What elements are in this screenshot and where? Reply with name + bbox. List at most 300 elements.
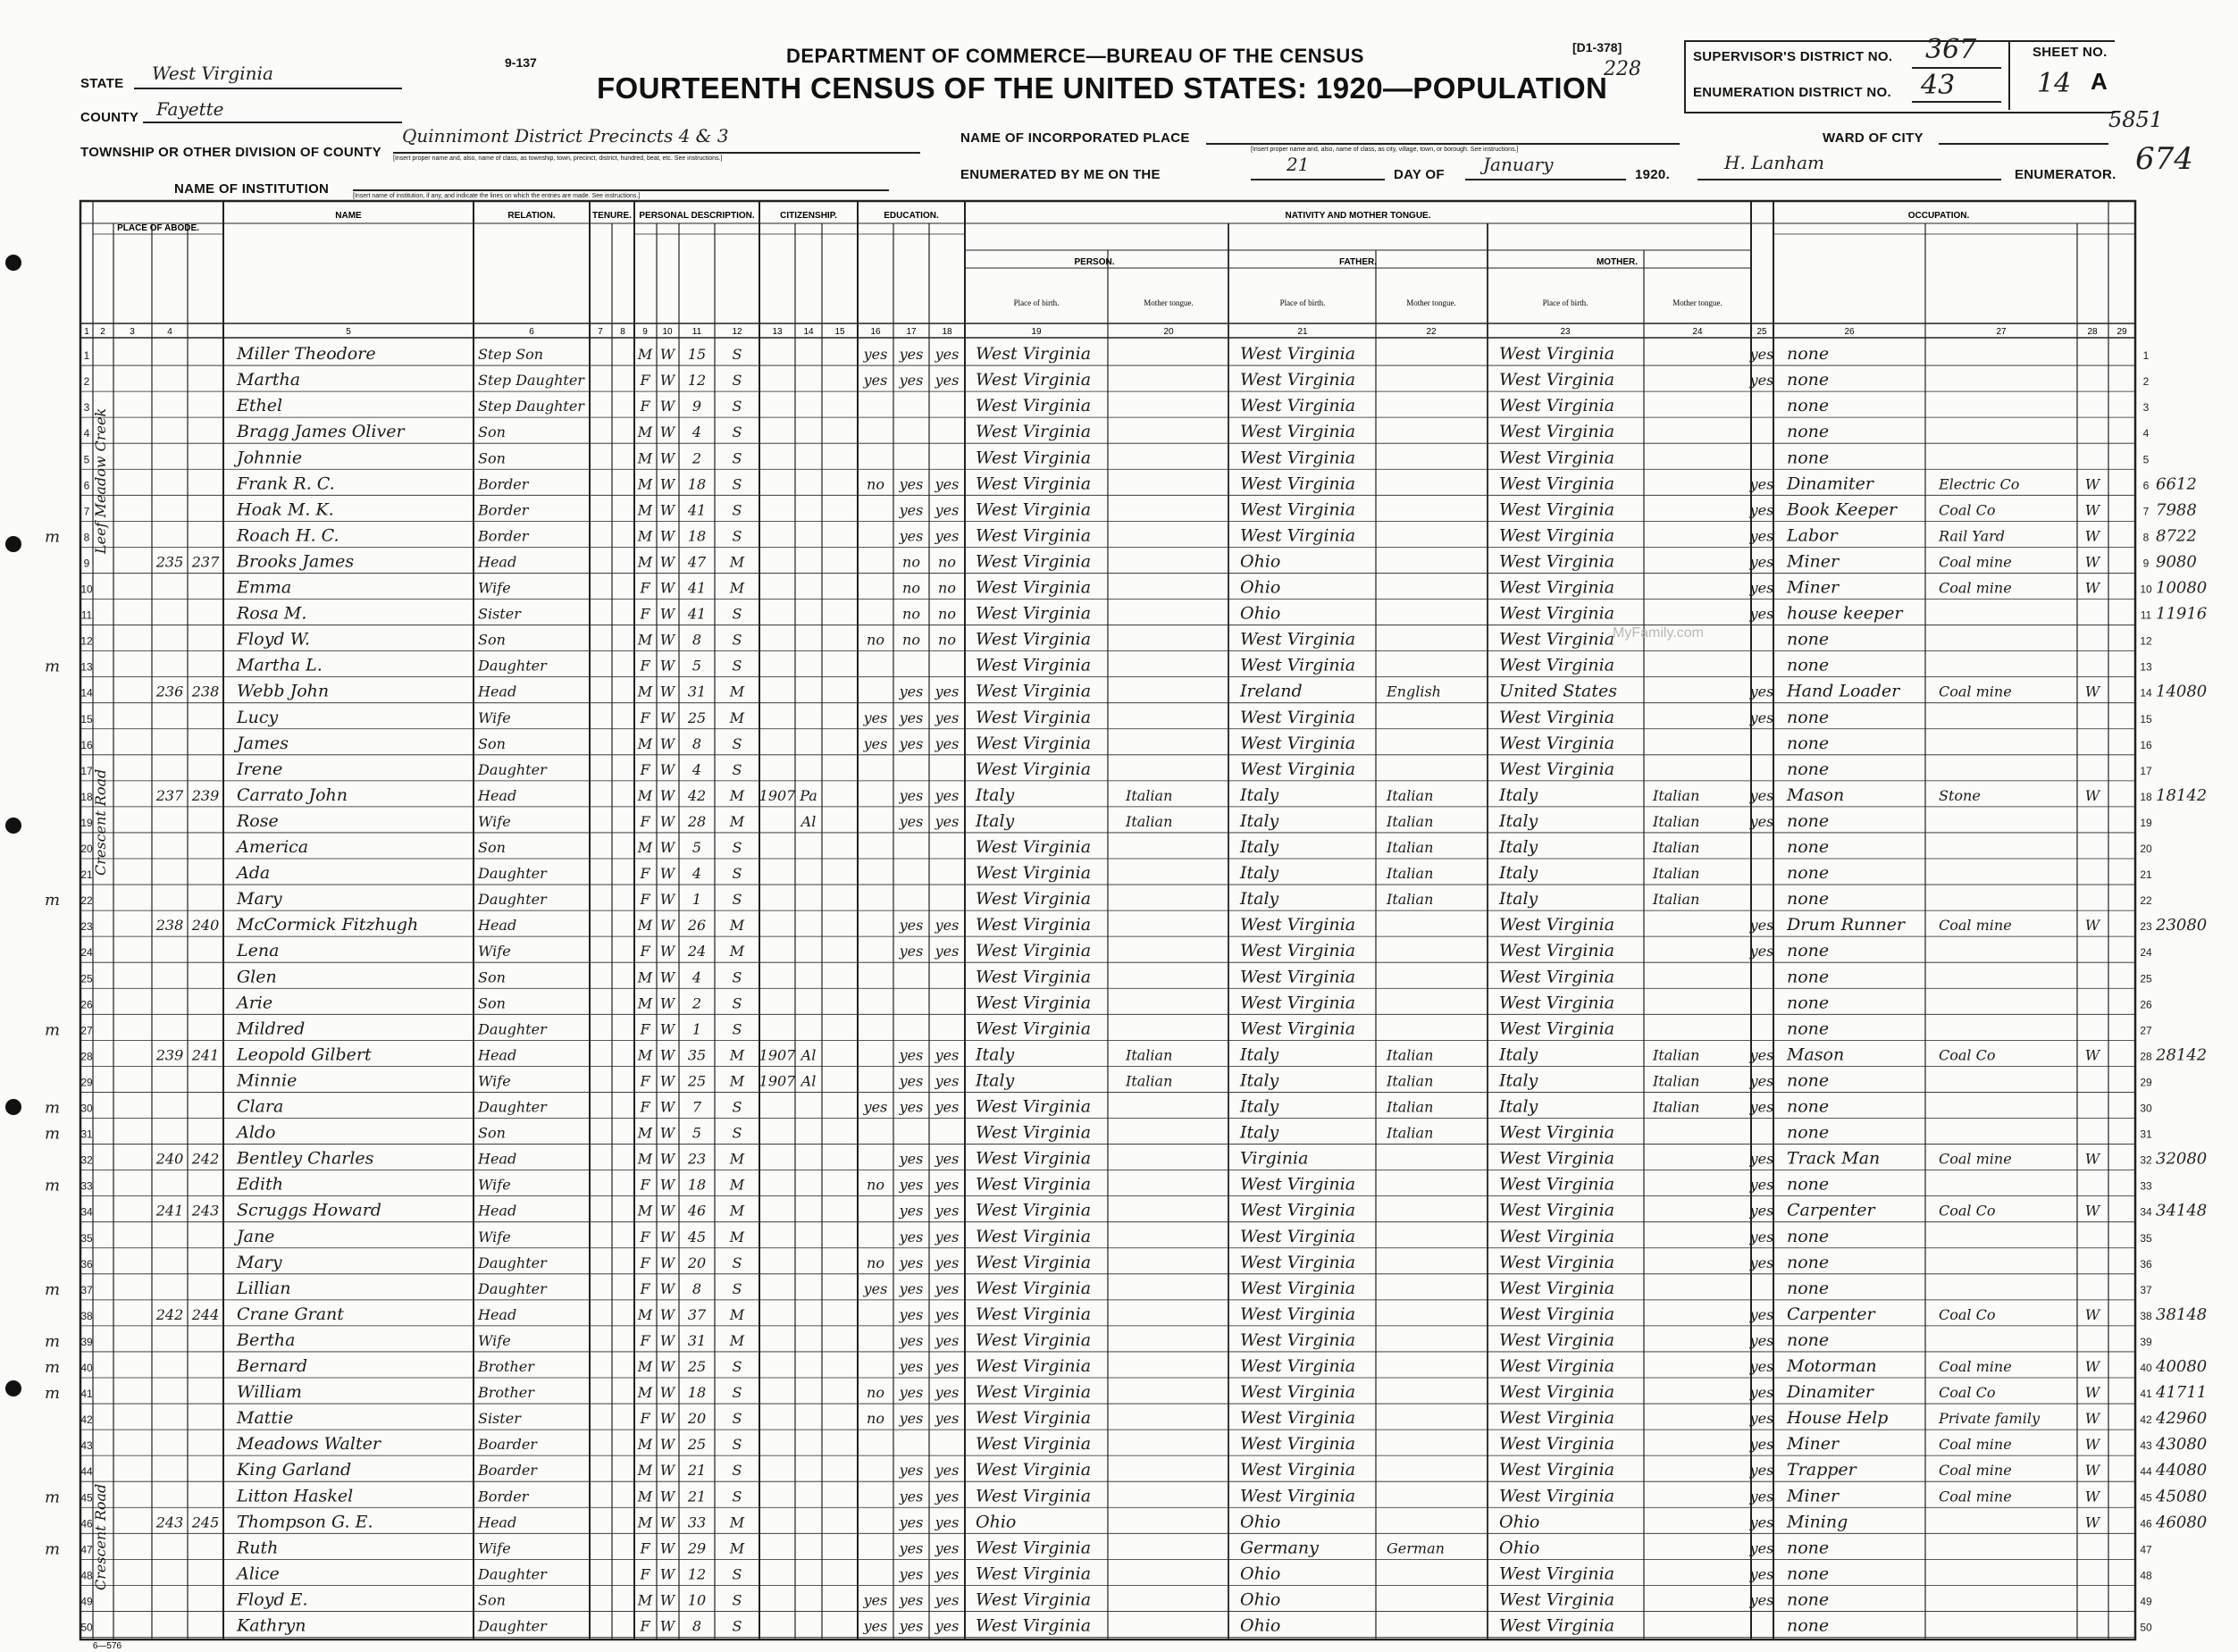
row-number-right: 14 (2140, 686, 2152, 700)
column-number: 1 (84, 327, 89, 337)
able-to-write: yes (935, 1254, 960, 1271)
able-to-read: yes (899, 1514, 924, 1531)
able-to-write: no (938, 631, 956, 649)
race-value: W (659, 1436, 675, 1454)
occupation-code: 46080 (2156, 1513, 2208, 1532)
occupation-code: 42960 (2156, 1409, 2208, 1429)
sex-value: M (637, 1305, 653, 1323)
row-number: 41 (80, 1388, 93, 1401)
birthplace-mother: West Virginia (1499, 448, 1615, 468)
sex-value: F (640, 372, 650, 390)
relation-value: Head (478, 1305, 517, 1323)
able-to-write: yes (935, 475, 960, 493)
class-of-worker: W (2084, 1384, 2100, 1402)
school-attended: yes (863, 372, 888, 390)
able-to-read: yes (899, 786, 924, 804)
age-value: 41 (687, 605, 707, 623)
age-value: 41 (687, 579, 707, 597)
row-number-right: 9 (2142, 557, 2150, 570)
school-attended: yes (863, 1098, 888, 1116)
row-number-right: 44 (2140, 1465, 2152, 1479)
birthplace-person: West Virginia (976, 603, 1092, 624)
race-value: W (659, 475, 675, 493)
industry-value: Coal mine (1939, 917, 2012, 935)
occupation-code: 38148 (2156, 1304, 2208, 1324)
birthplace-person: West Virginia (976, 525, 1092, 546)
able-to-write: yes (935, 1150, 960, 1168)
age-value: 18 (687, 1384, 707, 1402)
industry-value: Private family (1939, 1410, 2040, 1428)
column-number: 10 (662, 327, 673, 337)
birthplace-father: West Virginia (1240, 422, 1356, 442)
row-number-right: 29 (2140, 1076, 2152, 1089)
industry-value: Coal mine (1939, 683, 2012, 700)
able-to-write: yes (935, 1565, 960, 1583)
tongue-father: Italian (1387, 1046, 1434, 1064)
immigration-year: 1907 (759, 1046, 796, 1064)
row-number: 13 (80, 660, 93, 674)
margin-mark: m (45, 1488, 61, 1507)
family-number: 238 (191, 683, 220, 700)
relation-value: Border (478, 1488, 529, 1505)
relation-value: Wife (478, 1539, 511, 1557)
column-number: 24 (1692, 327, 1703, 337)
sex-value: F (640, 1539, 650, 1557)
birthplace-father: West Virginia (1240, 1200, 1356, 1220)
able-to-write: yes (935, 709, 960, 726)
margin-mark: m (45, 1331, 61, 1351)
row-number-right: 26 (2140, 998, 2152, 1011)
occupation-value: Track Man (1787, 1148, 1881, 1169)
birthplace-person: West Virginia (976, 474, 1092, 494)
relation-value: Son (478, 734, 506, 752)
occupation-code: 23080 (2156, 916, 2208, 935)
column-number: 25 (1756, 327, 1767, 337)
birthplace-father: West Virginia (1240, 915, 1356, 935)
occupation-value: none (1787, 1096, 1830, 1117)
age-value: 20 (687, 1410, 707, 1428)
age-value: 1 (692, 891, 702, 909)
age-value: 8 (692, 1617, 702, 1635)
able-to-write: yes (935, 501, 960, 519)
dwelling-number: 238 (155, 917, 184, 935)
person-name: Clara (237, 1096, 284, 1117)
birthplace-father: West Virginia (1240, 1408, 1356, 1429)
person-name: Alice (237, 1564, 280, 1584)
stamp-number: 228 (1604, 58, 1641, 80)
tongue-mother: Italian (1653, 786, 1700, 804)
form-code: 9-137 (505, 55, 537, 70)
birthplace-person: Ohio (976, 1512, 1017, 1532)
able-to-read: yes (899, 734, 924, 752)
birthplace-person: West Virginia (976, 396, 1092, 416)
tongue-father: Italian (1387, 865, 1434, 883)
marital-status: S (732, 1384, 742, 1402)
marital-status: S (732, 657, 742, 675)
birthplace-mother: West Virginia (1499, 1589, 1615, 1610)
tongue-person: Italian (1126, 1046, 1173, 1064)
family-number: 237 (191, 553, 220, 571)
row-number: 6 (83, 479, 90, 492)
birthplace-mother: West Virginia (1499, 1408, 1615, 1429)
industry-value: Coal mine (1939, 1358, 2012, 1375)
person-name: Ruth (237, 1538, 279, 1558)
birthplace-father: Italy (1240, 784, 1279, 805)
birthplace-person: Italy (976, 784, 1015, 805)
row-number-right: 11 (2140, 608, 2152, 622)
row-number: 45 (80, 1491, 93, 1505)
person-name: Glen (237, 967, 277, 987)
person-name: Scruggs Howard (237, 1200, 381, 1220)
row-number: 17 (80, 764, 93, 777)
occupation-value: none (1787, 837, 1830, 857)
person-name: Meadows Walter (237, 1434, 381, 1455)
person-name: Floyd E. (237, 1589, 308, 1610)
occupation-value: Miner (1787, 551, 1840, 572)
marital-status: S (732, 527, 742, 545)
age-value: 25 (687, 1436, 707, 1454)
naturalization-status: Al (800, 1046, 817, 1064)
sex-value: M (637, 786, 653, 804)
age-value: 8 (692, 631, 702, 649)
sex-value: F (640, 891, 650, 909)
able-to-read: yes (899, 1254, 924, 1271)
relation-value: Son (478, 994, 506, 1012)
margin-mark: m (45, 1176, 61, 1195)
relation-value: Daughter (478, 760, 547, 778)
tongue-father: Italian (1387, 1124, 1434, 1142)
row-number-right: 19 (2140, 816, 2152, 829)
row-number-right: 3 (2142, 401, 2150, 415)
sex-value: F (640, 1279, 650, 1297)
tongue-father: Italian (1387, 786, 1434, 804)
marital-status: S (732, 346, 742, 364)
able-to-write: yes (935, 943, 960, 960)
form-id: [D1-378] (1572, 40, 1622, 55)
tongue-mother: Italian (1653, 1098, 1700, 1116)
race-value: W (659, 449, 675, 467)
marital-status: M (729, 579, 745, 597)
marital-status: M (729, 1072, 745, 1090)
state-value: West Virginia (152, 63, 273, 84)
birthplace-person: West Virginia (976, 1356, 1092, 1376)
person-name: Edith (237, 1174, 283, 1195)
section-place-of-abode: PLACE OF ABODE. (117, 223, 199, 233)
relation-value: Son (478, 449, 506, 467)
birthplace-mother: West Virginia (1499, 915, 1615, 935)
able-to-read: yes (899, 1279, 924, 1297)
sex-value: M (637, 683, 653, 700)
race-value: W (659, 1020, 675, 1038)
relation-value: Head (478, 683, 517, 700)
person-name: Floyd W. (237, 629, 310, 650)
row-number: 33 (80, 1179, 93, 1193)
sheet-letter: A (2091, 68, 2108, 95)
speaks-english: yes (1749, 501, 1774, 519)
speaks-english: yes (1749, 1565, 1774, 1583)
race-value: W (659, 1358, 675, 1375)
birthplace-mother: Italy (1499, 889, 1538, 910)
birthplace-mother: West Virginia (1499, 1356, 1615, 1376)
person-name: Martha L. (237, 655, 323, 675)
able-to-write: yes (935, 1202, 960, 1220)
birthplace-mother: Italy (1499, 863, 1538, 884)
person-name: Crane Grant (237, 1304, 344, 1324)
age-value: 29 (687, 1539, 707, 1557)
tongue-mother: Italian (1653, 839, 1700, 856)
occupation-code: 40080 (2156, 1357, 2208, 1376)
school-attended: yes (863, 1279, 888, 1297)
marital-status: S (732, 501, 742, 519)
marital-status: S (732, 865, 742, 883)
occupation-code: 28142 (2156, 1045, 2208, 1065)
occupation-value: none (1787, 1226, 1830, 1246)
age-value: 10 (687, 1591, 707, 1609)
tongue-mother: Italian (1653, 1072, 1700, 1090)
speaks-english: yes (1749, 475, 1774, 493)
speaks-english: yes (1749, 553, 1774, 571)
race-value: W (659, 1565, 675, 1583)
industry-value: Coal Co (1939, 1384, 1996, 1402)
sex-value: M (637, 423, 653, 441)
person-name: Kathryn (237, 1615, 306, 1636)
occupation-value: none (1787, 707, 1830, 727)
year-label: 1920. (1635, 167, 1671, 182)
birthplace-father: West Virginia (1240, 370, 1356, 390)
school-attended: yes (863, 734, 888, 752)
sex-value: M (637, 1384, 653, 1402)
marital-status: M (729, 943, 745, 960)
age-value: 4 (692, 969, 702, 986)
margin-mark: m (45, 1384, 61, 1404)
birthplace-mother: West Virginia (1499, 396, 1615, 416)
race-value: W (659, 994, 675, 1012)
birthplace-person: West Virginia (976, 1329, 1092, 1350)
birthplace-person: Italy (976, 810, 1015, 831)
age-value: 28 (687, 812, 707, 830)
birthplace-person: West Virginia (976, 1564, 1092, 1584)
birthplace-person: West Virginia (976, 1019, 1092, 1039)
birthplace-mother: West Virginia (1499, 759, 1615, 779)
birthplace-mother: West Virginia (1499, 1200, 1615, 1220)
able-to-write: yes (935, 734, 960, 752)
relation-value: Daughter (478, 1020, 547, 1038)
column-number: 13 (772, 327, 783, 337)
row-number-right: 13 (2140, 660, 2152, 674)
birthplace-father: West Virginia (1240, 629, 1356, 650)
column-number: 12 (732, 327, 742, 337)
speaks-english: yes (1749, 346, 1774, 364)
occupation-value: none (1787, 941, 1830, 961)
column-number: 4 (167, 327, 172, 337)
able-to-read: yes (899, 943, 924, 960)
relation-value: Daughter (478, 657, 547, 675)
row-number: 1 (83, 349, 90, 363)
row-number-right: 45 (2140, 1491, 2152, 1505)
row-number: 19 (80, 816, 93, 829)
row-number-right: 39 (2140, 1335, 2152, 1348)
race-value: W (659, 527, 675, 545)
row-number: 7 (83, 505, 90, 518)
age-value: 4 (692, 865, 702, 883)
relation-value: Daughter (478, 1565, 547, 1583)
relation-value: Boarder (478, 1436, 537, 1454)
row-number: 27 (80, 1024, 93, 1037)
age-value: 25 (687, 1358, 707, 1375)
township-value: Quinnimont District Precincts 4 & 3 (402, 125, 729, 147)
race-value: W (659, 1488, 675, 1505)
able-to-read: yes (899, 346, 924, 364)
person-name: Leopold Gilbert (237, 1044, 372, 1065)
birthplace-mother: West Virginia (1499, 1382, 1615, 1403)
person-name: America (237, 837, 309, 857)
person-name: Thompson G. E. (237, 1512, 373, 1532)
able-to-read: no (902, 605, 920, 623)
relation-value: Head (478, 1202, 517, 1220)
marital-status: M (729, 812, 745, 830)
birthplace-mother: West Virginia (1499, 993, 1615, 1013)
sex-value: F (640, 1098, 650, 1116)
occupation-value: Trapper (1787, 1460, 1857, 1480)
able-to-write: yes (935, 1462, 960, 1480)
row-number: 8 (83, 531, 90, 544)
marital-status: S (732, 1591, 742, 1609)
row-number: 46 (80, 1517, 93, 1530)
birthplace-mother: West Virginia (1499, 1148, 1615, 1169)
corner-number: 5851 (2108, 107, 2164, 132)
race-value: W (659, 1384, 675, 1402)
birthplace-father: Italy (1240, 837, 1279, 857)
able-to-read: yes (899, 1202, 924, 1220)
marital-status: S (732, 605, 742, 623)
relation-value: Son (478, 1591, 506, 1609)
school-attended: yes (863, 1617, 888, 1635)
race-value: W (659, 709, 675, 726)
birthplace-father: West Virginia (1240, 655, 1356, 675)
marital-status: S (732, 1358, 742, 1375)
row-number: 18 (80, 790, 93, 803)
row-number: 31 (80, 1128, 93, 1141)
able-to-write: yes (935, 1176, 960, 1194)
sub-heading-mother-tongue: Mother tongue. (1406, 298, 1456, 307)
race-value: W (659, 1176, 675, 1194)
marital-status: S (732, 734, 742, 752)
birthplace-person: West Virginia (976, 1615, 1092, 1636)
birthplace-person: West Virginia (976, 1096, 1092, 1117)
row-number-right: 4 (2142, 427, 2150, 440)
race-value: W (659, 605, 675, 623)
birthplace-mother: Italy (1499, 1096, 1538, 1117)
race-value: W (659, 734, 675, 752)
birthplace-person: West Virginia (976, 889, 1092, 910)
able-to-read: yes (899, 1176, 924, 1194)
row-number: 2 (83, 375, 90, 389)
birthplace-father: West Virginia (1240, 759, 1356, 779)
birthplace-mother: West Virginia (1499, 1019, 1615, 1039)
race-value: W (659, 1202, 675, 1220)
relation-value: Brother (478, 1384, 534, 1402)
sex-value: F (640, 1228, 650, 1245)
birthplace-father: Ohio (1240, 551, 1281, 572)
race-value: W (659, 1046, 675, 1064)
margin-mark: m (45, 891, 61, 910)
tongue-person: Italian (1126, 1072, 1173, 1090)
row-number: 26 (80, 998, 93, 1011)
birthplace-person: West Virginia (976, 759, 1092, 779)
occupation-value: Miner (1787, 1486, 1840, 1506)
birthplace-mother: West Virginia (1499, 1329, 1615, 1350)
marital-status: S (732, 1436, 742, 1454)
birthplace-mother: Italy (1499, 810, 1538, 831)
relation-value: Head (478, 1150, 517, 1168)
age-value: 35 (687, 1046, 707, 1064)
school-attended: yes (863, 709, 888, 726)
birthplace-person: West Virginia (976, 837, 1092, 857)
birthplace-mother: United States (1499, 681, 1618, 701)
able-to-read: yes (899, 1358, 924, 1375)
relation-value: Border (478, 501, 529, 519)
relation-value: Son (478, 1124, 506, 1142)
birthplace-father: Ohio (1240, 1589, 1281, 1610)
section-person: PERSON. (1074, 257, 1115, 267)
row-number: 30 (80, 1102, 93, 1115)
row-number: 36 (80, 1257, 93, 1270)
row-number: 22 (80, 894, 93, 908)
able-to-read: yes (899, 1228, 924, 1245)
street-name: Leef Meadow Creek (92, 407, 109, 554)
class-of-worker: W (2084, 1046, 2100, 1064)
age-value: 25 (687, 709, 707, 726)
tongue-person: Italian (1126, 786, 1173, 804)
sex-value: M (637, 1462, 653, 1480)
able-to-write: yes (935, 1384, 960, 1402)
tongue-mother: Italian (1653, 812, 1700, 830)
occupation-value: none (1787, 810, 1830, 831)
marital-status: S (732, 475, 742, 493)
marital-status: S (732, 1098, 742, 1116)
marital-status: S (732, 372, 742, 390)
row-number-right: 18 (2140, 790, 2152, 803)
dwelling-number: 237 (155, 786, 184, 804)
able-to-write: yes (935, 1410, 960, 1428)
row-number: 38 (80, 1309, 93, 1322)
race-value: W (659, 1617, 675, 1635)
age-value: 2 (692, 994, 702, 1012)
person-name: Mary (237, 889, 282, 910)
birthplace-father: West Virginia (1240, 1486, 1356, 1506)
tongue-father: Italian (1387, 1098, 1434, 1116)
row-number: 48 (80, 1569, 93, 1582)
race-value: W (659, 1462, 675, 1480)
person-name: Bertha (237, 1329, 296, 1350)
age-value: 45 (687, 1228, 707, 1245)
able-to-write: yes (935, 1488, 960, 1505)
school-attended: no (867, 631, 884, 649)
row-number-right: 35 (2140, 1231, 2152, 1245)
relation-value: Head (478, 1046, 517, 1064)
relation-value: Wife (478, 1072, 511, 1090)
person-name: Frank R. C. (237, 474, 335, 494)
person-name: Minnie (237, 1070, 298, 1091)
able-to-read: yes (899, 1488, 924, 1505)
birthplace-father: West Virginia (1240, 1252, 1356, 1272)
occupation-value: none (1787, 1589, 1830, 1610)
birthplace-person: West Virginia (976, 629, 1092, 650)
relation-value: Daughter (478, 1254, 547, 1271)
able-to-read: no (902, 579, 920, 597)
able-to-read: yes (899, 527, 924, 545)
age-value: 7 (692, 1098, 702, 1116)
